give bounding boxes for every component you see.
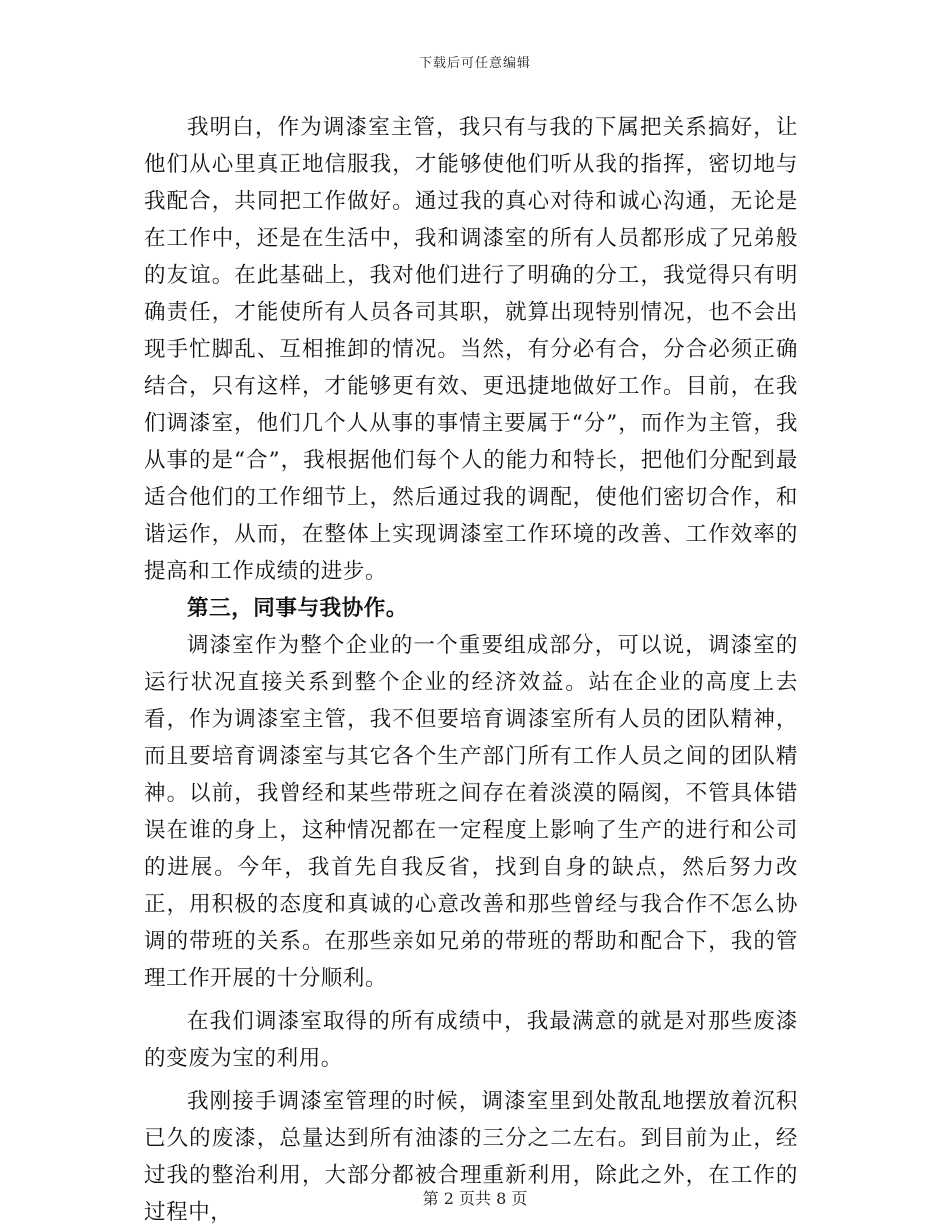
paragraph-waste-paint-satisfaction: 在我们调漆室取得的所有成绩中，我最满意的就是对那些废漆的变废为宝的利用。 <box>144 1009 798 1071</box>
paragraph-team-spirit: 调漆室作为整个企业的一个重要组成部分，可以说，调漆室的运行状况直接关系到整个企业的经济效益。站在企业的高度上去看，作为调漆室主管，我不但要培育调漆室所有人员的团队精神，而且要培育调漆室与其它各个生产部门所有工作人员之间的团队精神。以前，我曾经和某些带班之间存在着淡漠的隔阂，不管具体错误在谁的身上，这种情况都在一定程度上影响了生产的进行和公司的进展。今年，我首先自我反省，找到自身的缺点，然后努力改正，用积极的态度和真诚的心意改善和那些曾经与我合作不怎么协调的带班的关系。在那些亲如兄弟的带班的帮助和配合下，我的管理工作开展的十分顺利。 <box>144 633 798 991</box>
page-number-footer: 第 2 页共 8 页 <box>422 1189 528 1208</box>
paragraph-waste-paint-reuse: 我刚接手调漆室管理的时候，调漆室里到处散乱地摆放着沉积已久的废漆，总量达到所有油漆的三分之二左右。到目前为止，经过我的整治利用，大部分都被合理重新利用，除此之外，在工作的过程中， <box>144 1089 798 1225</box>
page-header: 下载后可任意编辑 <box>418 56 531 71</box>
paragraph-team-management: 我明白，作为调漆室主管，我只有与我的下属把关系搞好，让他们从心里真正地信服我，才能够使他们听从我的指挥，密切地与我配合，共同把工作做好。通过我的真心对待和诚心沟通，无论是在工作中，还是在生活中，我和调漆室的所有人员都形成了兄弟般的友谊。在此基础上，我对他们进行了明确的分工，我觉得只有明确责任，才能使所有人员各司其职，就算出现特别情况，也不会出现手忙脚乱、互相推卸的情况。当然，有分必有合，分合必须正确结合，只有这样，才能够更有效、更迅捷地做好工作。目前，在我们调漆室，他们几个人从事的事情主要属于“分”，而作为主管，我从事的是“合”，我根据他们每个人的能力和特长，把他们分配到最适合他们的工作细节上，然后通过我的调配，使他们密切合作，和谐运作，从而，在整体上实现调漆室工作环境的改善、工作效率的提高和工作成绩的进步。 <box>144 115 798 584</box>
section-heading-colleague-cooperation: 第三，同事与我协作。 <box>187 596 409 621</box>
document-body <box>144 109 798 1231</box>
